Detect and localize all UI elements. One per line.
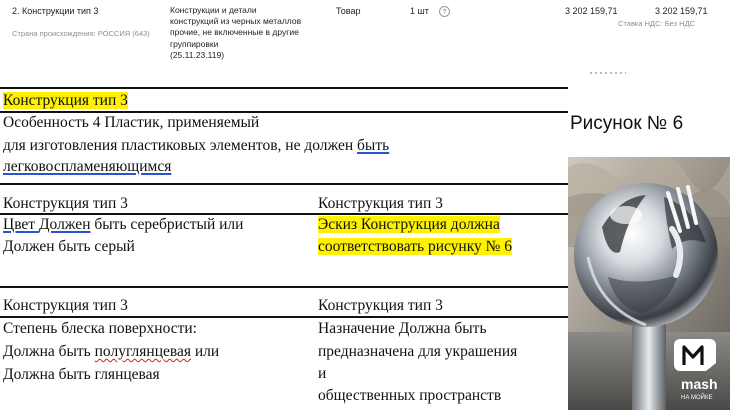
country-of-origin: Страна происхождения: РОССИЯ (643): [12, 29, 150, 38]
mash-logo-icon: [674, 339, 716, 371]
item-kind: Товар: [336, 6, 361, 16]
block3-right-line3: и: [318, 365, 327, 382]
block1-heading: Конструкция тип 3: [3, 92, 128, 109]
procurement-item-row: [0, 0, 730, 78]
item-name: 2. Конструкции тип 3: [12, 6, 99, 16]
total-price: 3 202 159,71: [655, 6, 708, 16]
block2-left-line2: Должен быть серый: [3, 238, 135, 255]
table-rule: [0, 87, 568, 89]
block1-line2: для изготовления пластиковых элементов, не должен быть: [3, 137, 390, 154]
table-rule: [0, 286, 568, 288]
unit-price: 3 202 159,71: [565, 6, 618, 16]
block3-right-line2: предназначена для украшения: [318, 343, 518, 360]
block3-left-heading: Конструкция тип 3: [3, 297, 128, 314]
dotted-divider: [590, 72, 626, 74]
block1-line1: Особенность 4 Пластик, применяемый: [3, 114, 260, 131]
block3-right-heading: Конструкция тип 3: [318, 297, 443, 314]
help-icon[interactable]: ?: [439, 6, 450, 17]
block2-right-line2: соответствовать рисунку № 6: [318, 238, 513, 255]
block2-right-line1: Эскиз Конструкция должна: [318, 216, 500, 233]
block2-right-heading: Конструкция тип 3: [318, 195, 443, 212]
block3-left-line3: Должна быть глянцевая: [3, 366, 160, 383]
block3-right-line4: общественных пространств: [318, 387, 502, 404]
block2-left-heading: Конструкция тип 3: [3, 195, 128, 212]
item-quantity: 1 шт: [410, 6, 429, 16]
block3-left-line1: Степень блеска поверхности:: [3, 320, 197, 337]
watermark-sub: НА МОЙКЕ: [681, 395, 713, 401]
block1-line3: легковоспламеняющимся: [3, 158, 172, 175]
block3-right-line1: Назначение Должна быть: [318, 320, 487, 337]
item-description: Конструкции и детали конструкций из черных металлов прочие, не включенные в другие группировки (25.11.23.119): [170, 5, 302, 60]
sculpture-photo: [568, 157, 730, 410]
block3-left-line2: Должна быть полуглянцевая или: [3, 343, 220, 360]
table-rule: [0, 316, 568, 318]
block2-left-line1: Цвет Должен быть серебристый или: [3, 216, 244, 233]
vat-rate: Ставка НДС: Без НДС: [618, 19, 696, 28]
watermark-brand: mash: [681, 376, 718, 392]
table-rule: [0, 183, 568, 185]
figure-title: Рисунок № 6: [570, 113, 684, 134]
